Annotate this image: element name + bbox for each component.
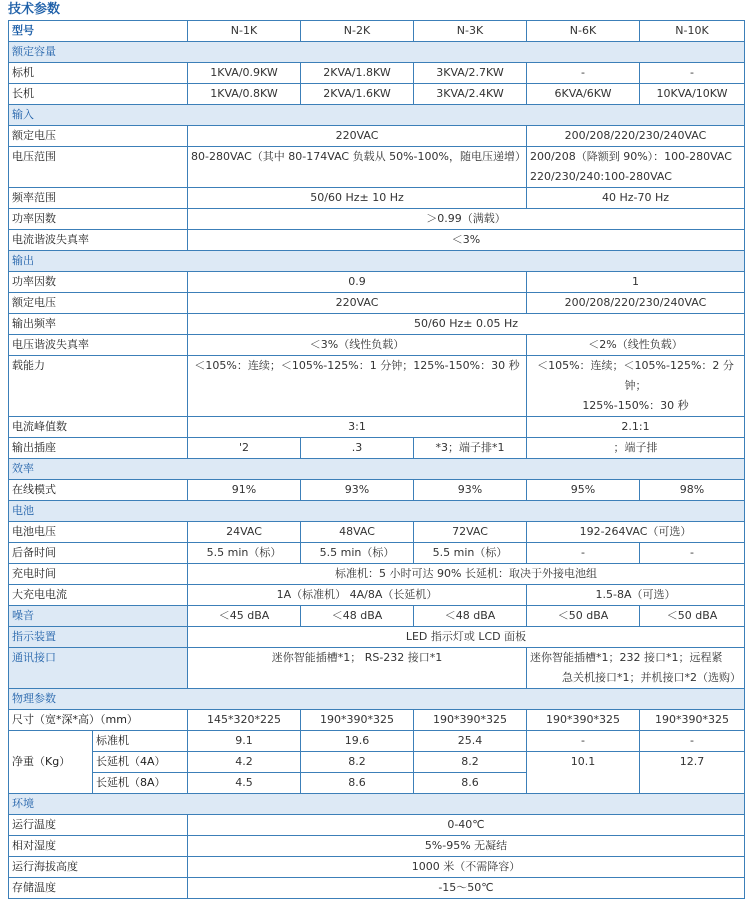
cell: 4.2 (188, 752, 301, 773)
cell-line: 迷你智能插槽*1；232 接口*1；远程紧 (530, 651, 723, 664)
cell: 8.2 (301, 752, 414, 773)
cell: 0.9 (188, 272, 527, 293)
row-label: 功率因数 (9, 272, 188, 293)
cell: 1000 米（不需降容） (188, 857, 745, 878)
cell: 72VAC (414, 522, 527, 543)
table-row (9, 752, 745, 773)
cell: 2.1:1 (527, 417, 745, 438)
section-noise: 噪音 (9, 606, 188, 627)
row-label: 运行海拔高度 (9, 857, 188, 878)
spec-table (8, 20, 745, 899)
cell: 50/60 Hz± 10 Hz (188, 188, 527, 209)
cell: 24VAC (188, 522, 301, 543)
section-efficiency: 效率 (9, 459, 745, 480)
model-n1k: N-1K (188, 21, 301, 42)
row-label: 额定电压 (9, 126, 188, 147)
cell: 8.6 (414, 773, 527, 794)
cell: 1A（标准机） 4A/8A（长延机） (188, 585, 527, 606)
cell: -15～50℃ (188, 878, 745, 899)
section-physical: 物理参数 (9, 689, 745, 710)
table-row (9, 230, 745, 251)
cell: 8.2 (414, 752, 527, 773)
cell: 190*390*325 (640, 710, 745, 731)
cell: - (527, 543, 640, 564)
cell: 190*390*325 (301, 710, 414, 731)
cell: 迷你智能插槽*1； RS-232 接口*1 (188, 648, 527, 689)
cell-line: 200/208（降额到 90%）：100-280VAC (530, 150, 732, 163)
table-row (9, 836, 745, 857)
model-n6k: N-6K (527, 21, 640, 42)
cell: ＜50 dBA (640, 606, 745, 627)
cell: 200/208/220/230/240VAC (527, 293, 745, 314)
cell-line: 125%-150%：30 秒 (582, 399, 689, 412)
page-title: 技术参数 (8, 2, 61, 17)
cell: ＜3%（线性负载） (188, 335, 527, 356)
cell: 91% (188, 480, 301, 501)
row-label: 后备时间 (9, 543, 188, 564)
cell: LED 指示灯或 LCD 面板 (188, 627, 745, 648)
cell: ＜45 dBA (188, 606, 301, 627)
cell: - (640, 731, 745, 752)
cell: 200/208/220/230/240VAC (527, 126, 745, 147)
cell: '2 (188, 438, 301, 459)
row-label: 频率范围 (9, 188, 188, 209)
table-row (9, 356, 745, 417)
table-row (9, 480, 745, 501)
cell: 50/60 Hz± 0.05 Hz (188, 314, 745, 335)
row-label: 运行温度 (9, 815, 188, 836)
cell: - (527, 63, 640, 84)
table-row (9, 564, 745, 585)
cell: ＜50 dBA (527, 606, 640, 627)
cell (527, 147, 745, 188)
row-label: 长机 (9, 84, 188, 105)
cell: 2KVA/1.8KW (301, 63, 414, 84)
cell: 3:1 (188, 417, 527, 438)
table-row (9, 606, 745, 627)
row-label: 相对湿度 (9, 836, 188, 857)
table-row (9, 543, 745, 564)
row-label: 输出插座 (9, 438, 188, 459)
cell: 6KVA/6KW (527, 84, 640, 105)
cell: ＜3% (188, 230, 745, 251)
cell: 19.6 (301, 731, 414, 752)
cell: 1KVA/0.8KW (188, 84, 301, 105)
cell: ＜48 dBA (301, 606, 414, 627)
row-label: 充电时间 (9, 564, 188, 585)
sub-label: 长延机（4A） (93, 752, 188, 773)
cell: 145*320*225 (188, 710, 301, 731)
table-row (9, 209, 745, 230)
cell: .3 (301, 438, 414, 459)
header-label: 型号 (9, 21, 188, 42)
cell: 4.5 (188, 773, 301, 794)
cell: 3KVA/2.4KW (414, 84, 527, 105)
section-environment: 环境 (9, 794, 745, 815)
table-row (9, 878, 745, 899)
cell: *3；端子排*1 (414, 438, 527, 459)
cell: 25.4 (414, 731, 527, 752)
cell: ＞0.99（满载） (188, 209, 745, 230)
cell: 10KVA/10KW (640, 84, 745, 105)
cell: 98% (640, 480, 745, 501)
row-label: 电压谐波失真率 (9, 335, 188, 356)
cell: 80-280VAC（其中 80-174VAC 负载从 50%-100%，随电压递增） (188, 147, 527, 188)
table-row (9, 438, 745, 459)
table-row (9, 585, 745, 606)
cell: ＜105%：连续；＜105%-125%：1 分钟；125%-150%：30 秒 (188, 356, 527, 417)
cell: ＜2%（线性负载） (527, 335, 745, 356)
table-row (9, 627, 745, 648)
cell: 5%-95% 无凝结 (188, 836, 745, 857)
row-label: 尺寸（宽*深*高）（mm） (9, 710, 188, 731)
cell: ；端子排 (527, 438, 745, 459)
cell: ＜48 dBA (414, 606, 527, 627)
table-row (9, 522, 745, 543)
table-row (9, 815, 745, 836)
cell: 93% (301, 480, 414, 501)
cell: 标准机：5 小时可达 90% 长延机：取决于外接电池组 (188, 564, 745, 585)
cell: 8.6 (301, 773, 414, 794)
cell: 5.5 min（标） (414, 543, 527, 564)
cell: - (527, 731, 640, 752)
section-battery: 电池 (9, 501, 745, 522)
cell: 1 (527, 272, 745, 293)
cell: - (640, 543, 745, 564)
section-capacity: 额定容量 (9, 42, 745, 63)
sub-label: 长延机（8A） (93, 773, 188, 794)
cell: 192-264VAC（可选） (527, 522, 745, 543)
cell: 95% (527, 480, 640, 501)
cell (527, 356, 745, 417)
cell-line: 急关机接口*1；并机接口*2（选购） (562, 671, 741, 684)
row-label: 电压范围 (9, 147, 188, 188)
cell-line: ＜105%：连续；＜105%-125%：2 分钟； (537, 359, 734, 392)
table-row (9, 731, 745, 752)
section-comm: 通讯接口 (9, 648, 188, 689)
cell: 190*390*325 (414, 710, 527, 731)
cell: 2KVA/1.6KW (301, 84, 414, 105)
cell: 10.1 (527, 752, 640, 794)
section-indicator: 指示装置 (9, 627, 188, 648)
table-row (9, 857, 745, 878)
model-n3k: N-3K (414, 21, 527, 42)
row-label: 输出频率 (9, 314, 188, 335)
model-n2k: N-2K (301, 21, 414, 42)
table-row (9, 188, 745, 209)
cell: 220VAC (188, 293, 527, 314)
table-row (9, 293, 745, 314)
cell: 40 Hz-70 Hz (527, 188, 745, 209)
cell: 3KVA/2.7KW (414, 63, 527, 84)
cell: 12.7 (640, 752, 745, 794)
model-n10k: N-10K (640, 21, 745, 42)
table-row (9, 126, 745, 147)
table-row (9, 84, 745, 105)
row-label: 标机 (9, 63, 188, 84)
row-label: 电池电压 (9, 522, 188, 543)
cell: 0-40℃ (188, 815, 745, 836)
cell: 93% (414, 480, 527, 501)
table-row (9, 63, 745, 84)
cell: 5.5 min（标） (188, 543, 301, 564)
header-row (9, 21, 745, 42)
cell: 1.5-8A（可选） (527, 585, 745, 606)
cell: 220VAC (188, 126, 527, 147)
table-row (9, 314, 745, 335)
sub-label: 标准机 (93, 731, 188, 752)
row-label: 存储温度 (9, 878, 188, 899)
table-row (9, 272, 745, 293)
row-label: 额定电压 (9, 293, 188, 314)
row-label: 电流峰值数 (9, 417, 188, 438)
row-label: 功率因数 (9, 209, 188, 230)
section-output: 输出 (9, 251, 745, 272)
table-row (9, 648, 745, 689)
cell: 190*390*325 (527, 710, 640, 731)
cell: 1KVA/0.9KW (188, 63, 301, 84)
table-row (9, 147, 745, 188)
table-row (9, 335, 745, 356)
row-label: 大充电电流 (9, 585, 188, 606)
row-label: 载能力 (9, 356, 188, 417)
section-input: 输入 (9, 105, 745, 126)
table-row (9, 417, 745, 438)
row-label: 净重（Kg） (9, 731, 93, 794)
table-row (9, 710, 745, 731)
cell (527, 648, 745, 689)
cell: 9.1 (188, 731, 301, 752)
cell-line: 220/230/240:100-280VAC (530, 170, 672, 183)
row-label: 电流谐波失真率 (9, 230, 188, 251)
cell: - (640, 63, 745, 84)
cell: 48VAC (301, 522, 414, 543)
cell: 5.5 min（标） (301, 543, 414, 564)
row-label: 在线模式 (9, 480, 188, 501)
